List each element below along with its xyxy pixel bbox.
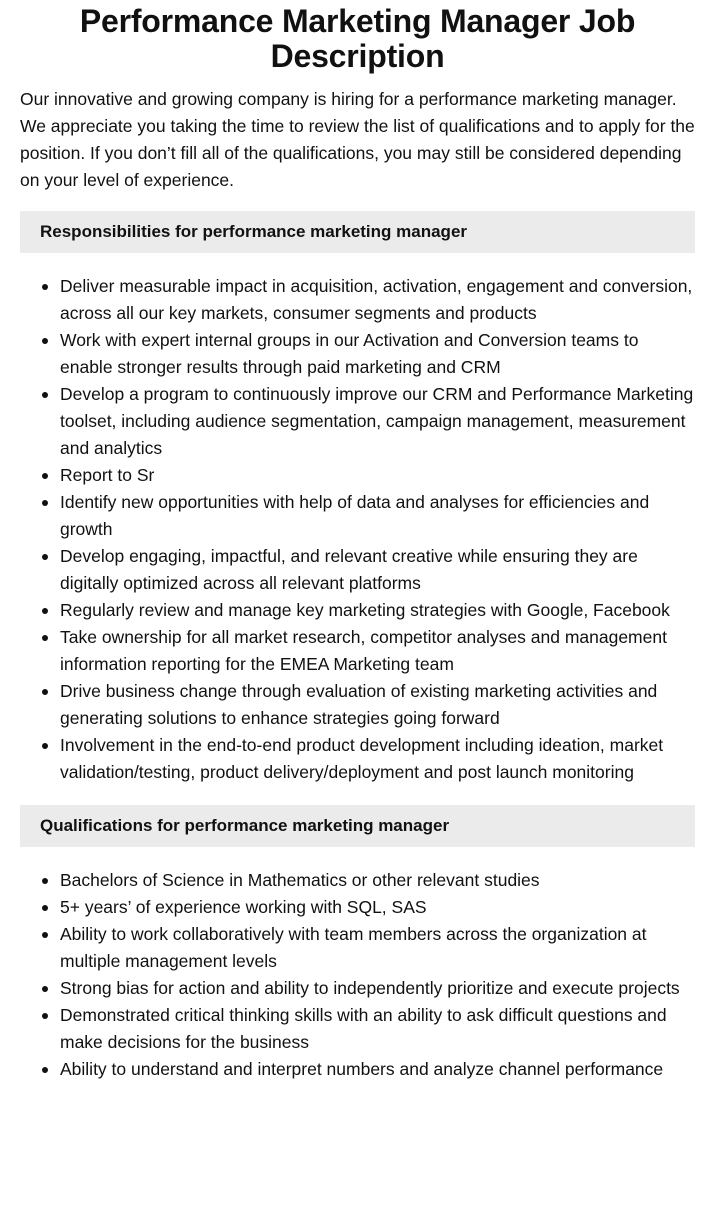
- list-item-text: Take ownership for all market research, competitor analyses and management information reporting for the EMEA Marketing team: [60, 627, 667, 674]
- list-item-text: Report to Sr: [60, 465, 155, 485]
- bullet-icon: [42, 1013, 48, 1019]
- list-item-text: Regularly review and manage key marketing strategies with Google, Facebook: [60, 600, 670, 620]
- job-description-page: [20, 0, 695, 1083]
- qualifications-list: [20, 867, 695, 1083]
- list-item: [20, 678, 695, 732]
- list-item: [20, 894, 695, 921]
- list-item-text: Develop engaging, impactful, and relevant creative while ensuring they are digitally optimized across all relevant platforms: [60, 546, 638, 593]
- list-item: [20, 543, 695, 597]
- bullet-icon: [42, 608, 48, 614]
- bullet-icon: [42, 338, 48, 344]
- list-item: [20, 732, 695, 786]
- list-item: [20, 1002, 695, 1056]
- list-item-text: Drive business change through evaluation of existing marketing activities and generating solutions to enhance strategies going forward: [60, 681, 658, 728]
- list-item-text: Deliver measurable impact in acquisition, activation, engagement and conversion, across all our key markets, consumer segments and products: [60, 276, 693, 323]
- bullet-icon: [42, 500, 48, 506]
- bullet-icon: [42, 932, 48, 938]
- list-item: [20, 273, 695, 327]
- bullet-icon: [42, 635, 48, 641]
- list-item-text: Involvement in the end-to-end product development including ideation, market validation/testing, product delivery/deployment and post launch monitoring: [60, 735, 664, 782]
- list-item: [20, 867, 695, 894]
- responsibilities-list: [20, 273, 695, 786]
- bullet-icon: [42, 1067, 48, 1073]
- list-item-text: 5+ years’ of experience working with SQL, SAS: [60, 897, 427, 917]
- list-item: [20, 489, 695, 543]
- list-item-text: Strong bias for action and ability to independently prioritize and execute projects: [60, 978, 680, 998]
- bullet-icon: [42, 905, 48, 911]
- list-item: [20, 597, 695, 624]
- bullet-icon: [42, 878, 48, 884]
- bullet-icon: [42, 689, 48, 695]
- list-item-text: Identify new opportunities with help of data and analyses for efficiencies and growth: [60, 492, 650, 539]
- bullet-icon: [42, 473, 48, 479]
- list-item: [20, 921, 695, 975]
- list-item-text: Bachelors of Science in Mathematics or other relevant studies: [60, 870, 540, 890]
- responsibilities-heading: Responsibilities for performance marketing manager: [20, 211, 695, 253]
- bullet-icon: [42, 743, 48, 749]
- intro-paragraph: Our innovative and growing company is hiring for a performance marketing manager. We appreciate you taking the time to review the list of qualifications and to apply for the position. If you don’t fill all of the qualifications, you may still be considered depending on your level of experience.: [20, 89, 695, 190]
- list-item: [20, 381, 695, 462]
- bullet-icon: [42, 554, 48, 560]
- qualifications-heading: Qualifications for performance marketing manager: [20, 805, 695, 847]
- list-item-text: Work with expert internal groups in our Activation and Conversion teams to enable stronger results through paid marketing and CRM: [60, 330, 639, 377]
- list-item-text: Ability to work collaboratively with team members across the organization at multiple management levels: [60, 924, 647, 971]
- bullet-icon: [42, 986, 48, 992]
- bullet-icon: [42, 392, 48, 398]
- list-item: [20, 327, 695, 381]
- list-item-text: Develop a program to continuously improve our CRM and Performance Marketing toolset, including audience segmentation, campaign management, measurement and analytics: [60, 384, 694, 458]
- page-title: Performance Marketing Manager Job Description: [79, 3, 636, 74]
- list-item: [20, 1056, 695, 1083]
- list-item-text: Ability to understand and interpret numbers and analyze channel performance: [60, 1059, 664, 1079]
- list-item: [20, 462, 695, 489]
- list-item: [20, 624, 695, 678]
- list-item-text: Demonstrated critical thinking skills with an ability to ask difficult questions and make decisions for the business: [60, 1005, 667, 1052]
- bullet-icon: [42, 284, 48, 290]
- list-item: [20, 975, 695, 1002]
